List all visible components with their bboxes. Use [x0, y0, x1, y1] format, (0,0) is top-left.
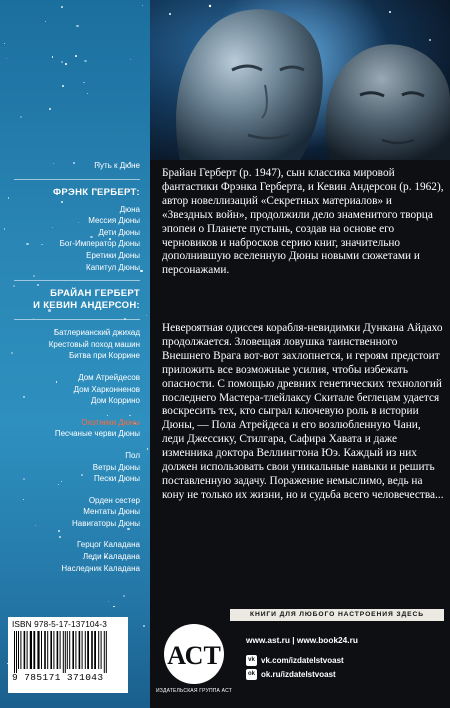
barcode-bar: [33, 631, 35, 669]
barcode-bar: [20, 631, 21, 669]
book-title: Мессия Дюны: [88, 216, 140, 226]
book-title: Ветры Дюны: [92, 462, 140, 472]
barcode-bar: [53, 631, 54, 669]
star: [20, 116, 22, 118]
star: [130, 59, 131, 60]
book-title: Капитул Дюны: [86, 262, 140, 272]
author-herbert-anderson: [0, 288, 140, 312]
star: [6, 58, 7, 59]
barcode-bar: [27, 631, 28, 669]
book-title: Еретики Дюны: [86, 250, 140, 260]
book-title: Пески Дюны: [94, 474, 140, 484]
book-title: Пол: [125, 450, 140, 460]
star: [140, 270, 142, 272]
barcode-bar: [30, 631, 32, 669]
barcode-bar: [14, 631, 15, 673]
star: [45, 21, 46, 22]
ok-link[interactable]: [246, 668, 446, 680]
book-title: Битва при Коррине: [68, 351, 140, 361]
book-title: Песчаные черви Дюны: [54, 429, 140, 439]
book-title: Бог-Император Дюны: [59, 239, 140, 249]
logo-text: АСТ: [167, 641, 221, 670]
isbn-barcode: [8, 617, 128, 693]
barcode-bar: [72, 631, 74, 669]
barcode-icon: [12, 631, 124, 673]
publisher-contacts: [246, 635, 446, 682]
author-frank-herbert: ФРЭНК ГЕРБЕРТ:: [53, 186, 140, 198]
star: [4, 43, 5, 44]
barcode-bar: [24, 631, 26, 669]
barcode-bar: [67, 631, 68, 669]
barcode-bar: [91, 631, 93, 669]
star: [143, 625, 145, 627]
star: [123, 595, 125, 597]
star: [83, 82, 85, 84]
publisher-slogan: КНИГИ ДЛЯ ЛЮБОГО НАСТРОЕНИЯ ЗДЕСЬ: [230, 609, 444, 621]
barcode-bar: [79, 631, 81, 669]
star: [147, 448, 149, 450]
barcode-bar: [87, 631, 89, 669]
book-title: Герцог Каладана: [77, 540, 140, 550]
book-title: Дом Коррино: [90, 396, 140, 406]
barcode-bar: [57, 631, 59, 669]
barcode-bar: [94, 631, 96, 669]
barcode-bar: [85, 631, 86, 669]
star: [76, 25, 79, 28]
book-title: Крестовый поход машин: [48, 339, 140, 349]
book-title: Дети Дюны: [98, 227, 140, 237]
star: [146, 315, 147, 316]
isbn-number: ISBN 978-5-17-137104-3: [12, 619, 107, 629]
divider: [14, 319, 140, 320]
vk-url[interactable]: vk.com/izdatelstvoast: [261, 655, 344, 665]
vk-link[interactable]: [246, 654, 446, 666]
star: [142, 5, 143, 6]
barcode-bar: [65, 631, 66, 673]
star: [49, 108, 51, 110]
book-title: Орден сестер: [88, 495, 140, 505]
cover-illustration: [150, 0, 450, 160]
ok-url[interactable]: ok.ru/izdatelstvoast: [261, 669, 336, 679]
barcode-bar: [106, 631, 107, 673]
star: [62, 85, 64, 87]
barcode-bar: [98, 631, 99, 669]
barcode-bar: [63, 631, 64, 673]
barcode-bar: [104, 631, 105, 673]
ok-icon: ok: [246, 669, 257, 680]
author-line: БРАЙАН ГЕРБЕРТ: [50, 288, 140, 300]
barcode-bar: [18, 631, 19, 669]
series-book-list: [0, 160, 140, 574]
barcode-bar: [16, 631, 17, 673]
barcode-bar: [47, 631, 48, 669]
current-book-title: Охотники Дюны: [81, 417, 140, 427]
divider: [14, 179, 140, 180]
barcode-bar: [69, 631, 70, 669]
book-title: Дюна: [119, 204, 140, 214]
book-title: Ментаты Дюны: [83, 507, 140, 517]
series-title: Путь к Дюне: [94, 161, 140, 170]
star: [52, 56, 53, 57]
barcode-bar: [82, 631, 83, 669]
star: [113, 606, 114, 607]
divider: [14, 280, 140, 281]
star: [84, 60, 86, 62]
about-authors-text: Брайан Герберт (р. 1947), сын классика мировой фантастики Фрэнка Герберта, и Кевин Андерсон (р. 1962), автор новеллизаций «Секретных материалов» и «Звездных войн», продолжили дело знаменитого творца эпопеи о Планете пустынь, создав на основе его черновиков и набросков серию книг, значительно дополнившую вселенную Дюны новыми сюжетами и персонажами.: [162, 167, 444, 277]
publisher-websites[interactable]: www.ast.ru | www.book24.ru: [246, 635, 358, 645]
book-title: Дом Атрейдесов: [78, 372, 140, 382]
star: [61, 6, 63, 8]
publisher-caption: ИЗДАТЕЛЬСКАЯ ГРУППА АСТ: [156, 688, 232, 694]
book-title: Наследник Каладана: [61, 563, 140, 573]
star: [75, 55, 77, 57]
star: [65, 63, 67, 65]
synopsis-text: Невероятная одиссея корабля-невидимки Дункана Айдахо продолжается. Зловещая ловушка таинственного Внешнего Врага вот-вот захлопнется, и героям предстоит приложить все возможные усилия, чтобы избежать опасности. С помощью древних генетических технологий последнего Мастера-тлейлаксу Скитале беглецам удается воскресить тех, кто сыграл ключевую роль в истории Дюны, — Пола Атрейдеса и его возлюбленную Чани, леди Джессику, Стилгара, Сафира Хавата и даже изменника доктора Веллингтона Юэ. Каждый из них должен использовать свои уникальные навыки и решить поставленную задачу. Поражение немыслимо, ведь на кону не только их жизни, но и судьба всего человечества...: [162, 322, 444, 501]
barcode-bar: [101, 631, 102, 669]
author-line: И КЕВИН АНДЕРСОН:: [33, 300, 140, 312]
book-title: Батлерианский джихад: [53, 328, 140, 338]
book-title: Навигаторы Дюны: [72, 518, 140, 528]
barcode-bar: [44, 631, 46, 669]
barcode-bar: [75, 631, 76, 669]
vk-icon: vk: [246, 655, 257, 666]
barcode-bar: [37, 631, 39, 669]
star: [87, 93, 88, 94]
book-title: Леди Каладана: [82, 552, 140, 562]
barcode-bar: [41, 631, 42, 669]
book-title: Дом Харконненов: [73, 384, 140, 394]
barcode-bar: [60, 631, 61, 669]
barcode-digits: 9 785171 371043: [12, 672, 104, 683]
barcode-bar: [50, 631, 52, 669]
star: [108, 601, 109, 602]
star: [61, 61, 63, 63]
